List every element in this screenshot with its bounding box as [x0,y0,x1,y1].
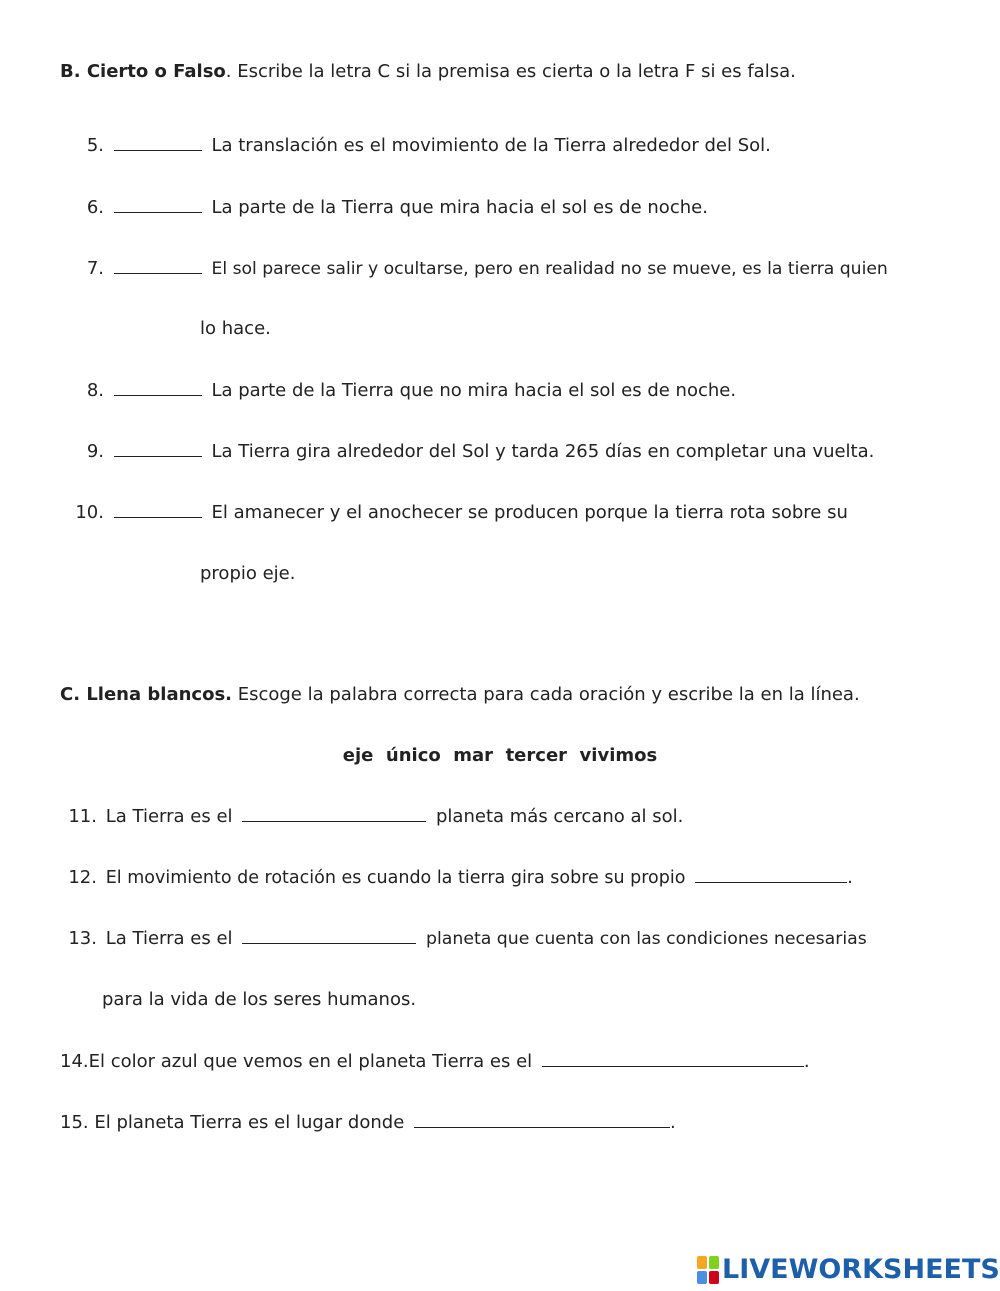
item-number: 15. [60,1112,89,1133]
list-item [60,927,867,950]
item-number: 10. [75,502,104,523]
item-text-continued: para la vida de los seres humanos. [102,989,417,1010]
item-text: El sol parece salir y ocultarse, pero en realidad no se mueve, es la tierra quien [211,259,888,279]
item-text-continued: lo hace. [200,318,271,339]
item-text-continued: propio eje. [200,563,296,584]
section-c-heading [60,684,860,706]
answer-blank[interactable] [242,805,426,822]
item-text: El color azul que vemos en el planeta Tierra es el [88,1051,533,1072]
item-text: El planeta Tierra es el lugar donde [94,1112,405,1133]
item-text: La Tierra es el [105,806,233,827]
section-b-heading [60,61,796,83]
answer-blank[interactable] [114,196,202,213]
list-item [60,196,708,219]
item-text: La parte de la Tierra que mira hacia el sol es de noche. [211,197,708,218]
list-item [60,257,888,280]
section-b-instructions: . Escribe la letra C si la premisa es cierta o la letra F si es falsa. [225,61,796,82]
word-bank: eje único mar tercer vivimos [342,745,658,766]
answer-blank[interactable] [114,134,202,151]
answer-blank[interactable] [114,501,202,518]
item-text: . [670,1112,676,1133]
item-text: planeta más cercano al sol. [436,806,684,827]
list-item [60,134,771,157]
item-number: 5. [86,135,104,156]
item-number: 12. [68,867,97,888]
item-number: 8. [86,380,104,401]
logo-block [697,1256,707,1269]
list-item [60,440,874,463]
logo-block [709,1256,719,1269]
logo-block [709,1271,719,1284]
answer-blank[interactable] [695,866,847,883]
list-item [60,501,848,524]
item-number: 7. [86,258,104,279]
logo-block [697,1271,707,1284]
logo-blocks-icon [697,1256,719,1284]
answer-blank[interactable] [114,257,202,274]
item-text: planeta que cuenta con las condiciones necesarias [426,929,867,949]
list-item [60,379,736,402]
item-number: 14. [60,1051,89,1072]
item-number: 13. [68,928,97,949]
answer-blank[interactable] [114,440,202,457]
item-number: 6. [86,197,104,218]
answer-blank[interactable] [242,927,416,944]
answer-blank[interactable] [114,379,202,396]
item-text: . [847,867,853,888]
liveworksheets-logo [697,1256,1000,1284]
list-item [60,805,683,828]
item-text: El amanecer y el anochecer se producen porque la tierra rota sobre su [211,502,848,523]
section-b-title: B. Cierto o Falso [60,61,226,82]
list-item [60,1050,810,1073]
section-c-title: C. Llena blancos. [60,684,232,705]
list-item [60,866,853,889]
item-text: La Tierra es el [105,928,233,949]
logo-text: LIVEWORKSHEETS [722,1254,1000,1285]
item-number: 9. [86,441,104,462]
item-text: La parte de la Tierra que no mira hacia el sol es de noche. [211,380,737,401]
answer-blank[interactable] [542,1050,804,1067]
item-text: El movimiento de rotación es cuando la tierra gira sobre su propio [105,868,686,888]
answer-blank[interactable] [414,1111,670,1128]
item-text: La Tierra gira alrededor del Sol y tarda 265 días en completar una vuelta. [211,441,875,462]
section-c-instructions: Escoge la palabra correcta para cada oración y escribe la en la línea. [232,684,860,705]
item-text: La translación es el movimiento de la Tierra alrededor del Sol. [211,135,771,156]
item-text: . [803,1051,810,1072]
item-number: 11. [68,806,97,827]
list-item [60,1111,676,1134]
